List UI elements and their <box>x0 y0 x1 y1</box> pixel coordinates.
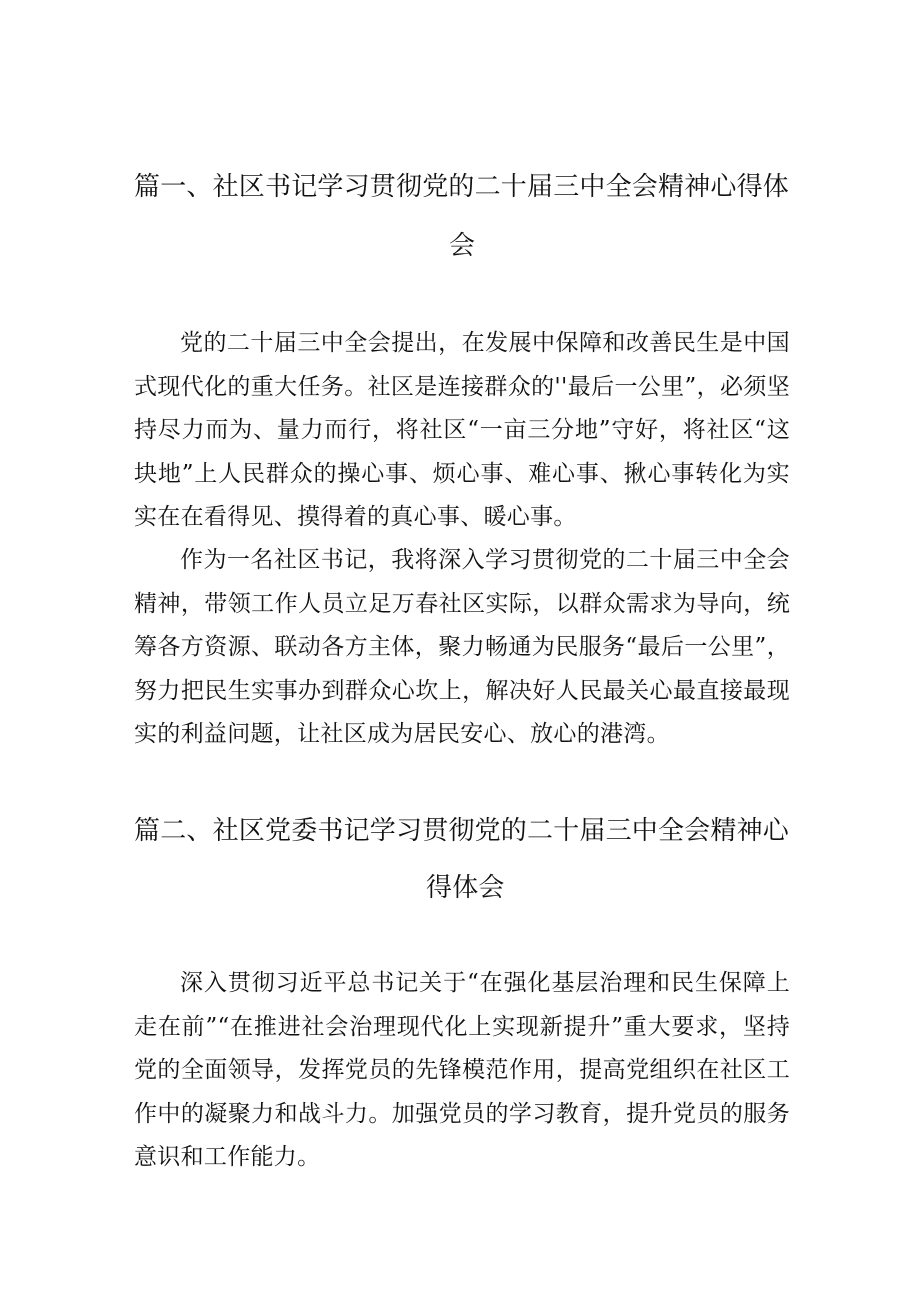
section-2-heading-line-2: 得体会 <box>426 873 505 903</box>
section-2-paragraph-1: 深入贯彻习近平总书记关于“在强化基层治理和民生保障上走在前”“在推进社会治理现代化上实现新提升”重大要求，坚持党的全面领导，发挥党员的先锋模范作用，提高党组织在社区工作中的凝聚力和战斗力。加强党员的学习教育，提升党员的服务意识和工作能力。 <box>134 970 790 1170</box>
section-1-heading-line-2: 会 <box>449 231 476 261</box>
section-1-paragraph-1: 党的二十届三中全会提出，在发展中保障和改善民生是中国式现代化的重大任务。社区是连接群众的''最后一公里”，必须坚持尽力而为、量力而行，将社区“一亩三分地”守好，将社区“这块地”上人民群众的操心事、烦心事、难心事、揪心事转化为实实在在看得见、摸得着的真心事、暖心事。 <box>134 330 790 530</box>
section-2-heading-line-1: 篇二、社区党委书记学习贯彻党的二十届三中全会精神心 <box>134 816 790 846</box>
section-1-heading-line-1: 篇一、社区书记学习贯彻党的二十届三中全会精神心得体 <box>134 172 790 202</box>
section-1-paragraph-2: 作为一名社区书记，我将深入学习贯彻党的二十届三中全会精神，带领工作人员立足万春社区实际，以群众需求为导向，统筹各方资源、联动各方主体，聚力畅通为民服务“最后一公里”，努力把民生实事办到群众心坎上，解决好人民最关心最直接最现实的利益问题，让社区成为居民安心、放心的港湾。 <box>134 547 790 747</box>
